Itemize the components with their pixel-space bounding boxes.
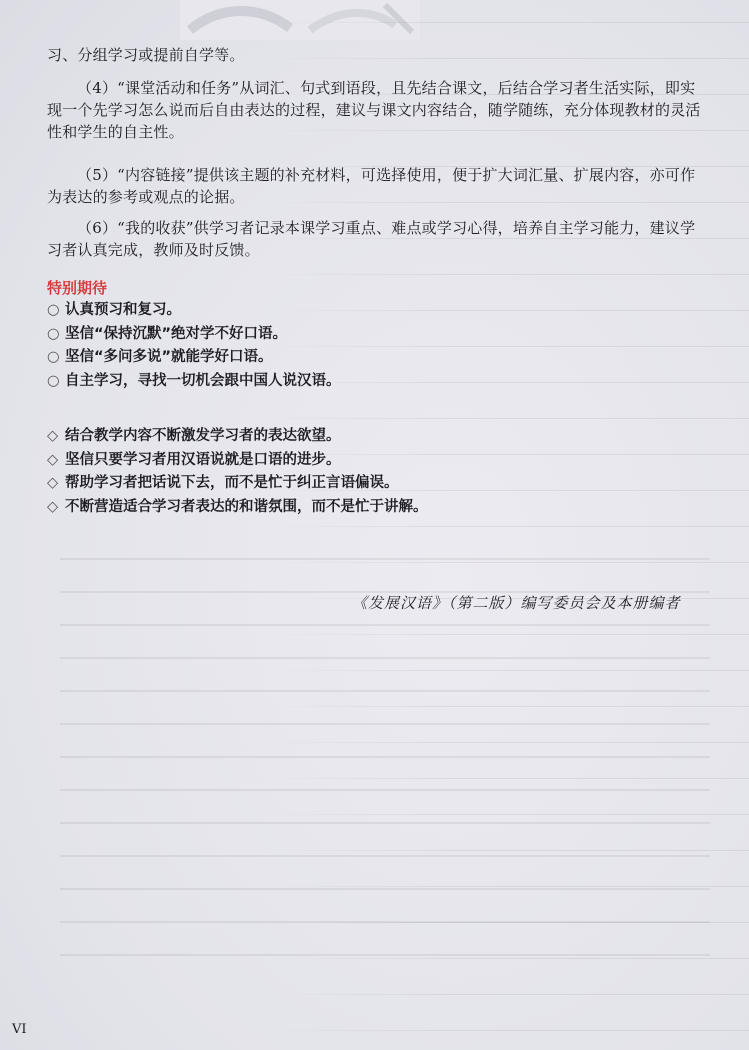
page-number: VI [12, 1022, 27, 1037]
paragraph-my-gains: （6）“我的收获”供学习者记录本课学习重点、难点或学习心得，培养自主学习能力，建议学习者认真完成，教师及时反馈。 [47, 219, 696, 259]
paragraph-activities: （4）“课堂活动和任务”从词汇、句式到语段，且先结合课文，后结合学习者生活实际，即实现一个先学习怎么说而后自由表达的过程，建议与课文内容结合，随学随练，充分体现教材的灵活性和学生的自主性。 [47, 79, 701, 141]
diamond-bullet-icon: ◇ [47, 475, 59, 491]
list-item: ◇ 坚信只要学习者用汉语说就是口语的进步。 [47, 449, 428, 473]
list-item: ○ 认真预习和复习。 [47, 299, 341, 323]
diamond-bullet-icon: ◇ [47, 451, 59, 468]
list-item: ◇ 结合教学内容不断激发学习者的表达欲望。 [47, 425, 428, 449]
list-item: ◇ 帮助学习者把话说下去，而不是忙于纠正言语偏误。 [47, 472, 428, 496]
list-item: ○ 坚信“多问多说”就能学好口语。 [47, 346, 341, 370]
paragraph-continuation: 习、分组学习或提前自学等。 [47, 46, 245, 64]
editorial-signature: 《发展汉语》（第二版）编写委员会及本册编者 [352, 594, 681, 612]
circle-bullet-icon: ○ [47, 325, 60, 342]
section-title-special-expectations: 特别期待 [47, 279, 108, 297]
diamond-bullet-icon: ◇ [47, 498, 59, 515]
diamond-bullet-icon: ◇ [47, 428, 59, 444]
paragraph-content-links: （5）“内容链接”提供该主题的补充材料，可选择使用，便于扩大词汇量、扩展内容，亦可作为表达的参考或观点的论据。 [47, 166, 696, 206]
teacher-expectations-list [47, 425, 428, 519]
circle-bullet-icon: ○ [47, 372, 60, 389]
list-item: ○ 坚信“保持沉默”绝对学不好口语。 [47, 323, 341, 347]
circle-bullet-icon: ○ [47, 349, 60, 365]
header-watermark-decoration [180, 0, 420, 40]
circle-bullet-icon: ○ [47, 302, 60, 318]
list-item: ○ 自主学习，寻找一切机会跟中国人说汉语。 [47, 370, 341, 394]
list-item: ◇ 不断营造适合学习者表达的和谐氛围，而不是忙于讲解。 [47, 496, 428, 520]
learner-expectations-list [47, 299, 341, 393]
